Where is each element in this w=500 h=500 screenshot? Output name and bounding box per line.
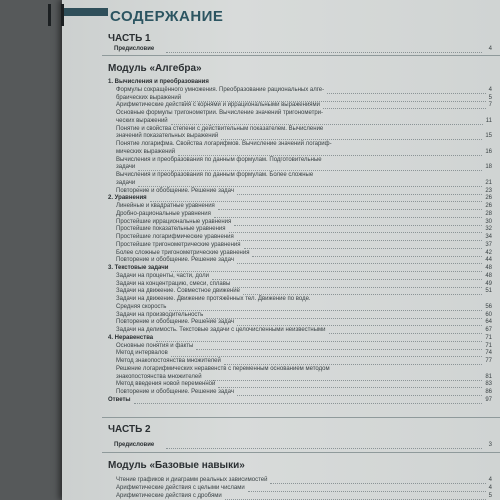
part-1-heading: ЧАСТЬ 1 [108, 33, 151, 44]
preface-1-page: 4 [488, 46, 492, 52]
toc-entry-page: 5 [488, 94, 492, 101]
toc-entry-title: значений показательных выражений [116, 133, 219, 140]
toc-entry-page: 4 [488, 86, 492, 93]
toc-entry-title: Формулы сокращённого умножения. Преобразование рациональных алге- [116, 86, 325, 93]
leader-dots [166, 447, 482, 449]
preface-2-row [114, 441, 492, 449]
toc-entry-page: 42 [485, 249, 492, 256]
toc-entry-page: 11 [485, 117, 492, 124]
toc-entry-title: 1. Вычисления и преобразования [108, 79, 209, 85]
binding-mark [48, 4, 64, 26]
toc-entry-page: 7 [488, 102, 492, 109]
part-2-heading: ЧАСТЬ 2 [108, 424, 151, 435]
toc-entry-title: Чтение графиков и диаграмм реальных зависимостей [116, 477, 268, 483]
separator [102, 55, 500, 56]
toc-entry-title: Метод интервалов [116, 350, 168, 357]
toc-entry-title: Задачи на движение. Совместное движение [116, 288, 240, 295]
toc-entry-page: 32 [485, 226, 492, 233]
toc-entry-page: 83 [485, 381, 492, 388]
toc-entry-title: Задачи на производительность [116, 311, 204, 318]
toc-entry-title: задачи [116, 164, 136, 171]
toc-entry-page: 4 [488, 477, 492, 483]
preface-2-label: Предисловие [114, 442, 155, 448]
toc-entry-title: Задачи на движение. Движение протяжённых тел. Движение по воде. [116, 296, 311, 302]
toc-row [116, 484, 492, 492]
toc-entry-page: 26 [485, 203, 492, 209]
toc-entry-page: 56 [485, 303, 492, 310]
toc-entry-page: 97 [485, 396, 492, 403]
toc-section-row [108, 396, 492, 404]
toc-entry-page: 16 [485, 148, 492, 155]
toc-entry-title: Решение логарифмических неравенств с переменным основанием методом [116, 365, 330, 372]
toc-entry-page: 77 [485, 358, 492, 364]
toc-entry-page: 86 [485, 389, 492, 395]
preface-1-row [114, 45, 492, 53]
toc-entry-title: Повторение и обобщение. Решение задач [116, 319, 234, 326]
toc-entry-title: Вычисления и преобразования по данным формулам. Более сложные [116, 172, 314, 178]
toc-entry-title: ческих выражений [116, 117, 168, 124]
toc-entry-title: 2. Уравнения [108, 195, 147, 202]
toc-entry-title: Повторение и обобщение. Решение задач [116, 257, 234, 264]
preface-1-label: Предисловие [114, 46, 155, 52]
toc-entry-title: Вычисления и преобразования по данным формулам. Подготовительные [116, 156, 322, 163]
toc-entry-title: Основные понятия и факты [116, 342, 194, 349]
toc-entry-page: 81 [485, 373, 492, 380]
toc-entry-page: 34 [485, 234, 492, 240]
toc-entry-title: Линейные и квадратные уравнения [116, 203, 215, 209]
toc-entry-page: 37 [485, 241, 492, 248]
toc-entry-page: 49 [485, 280, 492, 287]
toc-entry-page: 26 [485, 195, 492, 202]
toc-entry-page: 18 [485, 164, 492, 171]
toc-entry-page: 4 [488, 485, 492, 491]
toc-entry-title: браических выражений [116, 94, 182, 101]
toc-entry-title: Простейшие тригонометрические уравнения [116, 241, 241, 248]
book-page [62, 0, 500, 500]
toc-entry-page: 44 [485, 257, 492, 264]
leader-dots [166, 51, 482, 53]
toc-entry-page: 5 [488, 493, 492, 499]
toc-entry-title: Простейшие иррациональные уравнения [116, 218, 232, 225]
toc-entry-page: 60 [485, 311, 492, 318]
toc-entry-title: Задачи на проценты, части, доли [116, 272, 209, 279]
toc-entry-page: 48 [485, 265, 492, 271]
toc-entry-title: задачи [116, 179, 136, 186]
toc-entry-title: Метод знакопостоянства множителей [116, 358, 221, 364]
toc-entry-title: 4. Неравенства [108, 334, 154, 341]
toc-entry-page: 21 [485, 179, 492, 186]
toc-entry-title: Понятие логарифма. Свойства логарифмов. Вычисление значений логариф- [116, 141, 332, 147]
toc-entry-title: Основные формулы тригонометрии. Вычисление значений тригонометри- [116, 110, 324, 116]
toc-entry-title: Дробно-рациональные уравнения [116, 210, 211, 217]
page-title: СОДЕРЖАНИЕ [110, 8, 224, 25]
toc-entry-title: Задачи на концентрацию, смеси, сплавы [116, 280, 231, 287]
toc-entry-title: Простейшие показательные уравнения [116, 226, 226, 233]
leader-dots [134, 402, 482, 404]
toc-entry-page: 23 [485, 187, 492, 194]
module-1-heading: Модуль «Алгебра» [108, 63, 202, 74]
toc-entry-page: 15 [485, 133, 492, 140]
separator [102, 417, 500, 418]
toc-entry-title: знакопостоянства множителей [116, 373, 202, 380]
toc-entry-page: 30 [485, 218, 492, 225]
toc-row [116, 476, 492, 484]
toc-entry-title: Простейшие логарифмические уравнения [116, 234, 234, 240]
toc-entry-page: 71 [485, 334, 492, 341]
toc-entry-title: 3. Текстовые задачи [108, 265, 169, 271]
toc-entry-title: Метод введения новой переменной [116, 381, 216, 388]
toc-entry-page: 74 [485, 350, 492, 357]
toc-entry-page: 48 [485, 272, 492, 279]
toc-entry-page: 64 [485, 319, 492, 326]
toc-entry-title: Повторение и обобщение. Решение задач [116, 187, 234, 194]
toc-entry-page: 51 [485, 288, 492, 295]
toc-row [116, 492, 492, 500]
module-2-heading: Модуль «Базовые навыки» [108, 460, 245, 471]
toc-entry-title: Арифметические действия с корнями и иррациональными выражениями [116, 102, 321, 109]
toc-entry-title: Повторение и обобщение. Решение задач [116, 389, 234, 395]
toc-entry-title: Арифметические действия с целыми числами [116, 485, 245, 491]
toc-entry-page: 67 [485, 327, 492, 333]
toc-entry-title: Арифметические действия с дробями [116, 493, 222, 499]
separator [102, 452, 500, 453]
toc-entry-title: Ответы [108, 396, 131, 403]
toc-entry-page: 28 [485, 210, 492, 217]
preface-2-page: 3 [488, 442, 492, 448]
header-bar [62, 8, 108, 16]
toc-entry-page: 71 [485, 342, 492, 349]
toc-entry-title: Средняя скорость [116, 303, 167, 310]
toc-entry-title: Задачи на делимость. Текстовые задачи с целочисленными неизвестными [116, 327, 326, 333]
toc-entry-title: Более сложные тригонометрические уравнения [116, 249, 250, 256]
toc-entry-title: мических выражений [116, 148, 176, 155]
toc-entry-title: Понятие и свойства степени с действительным показателем. Вычисление [116, 125, 324, 132]
